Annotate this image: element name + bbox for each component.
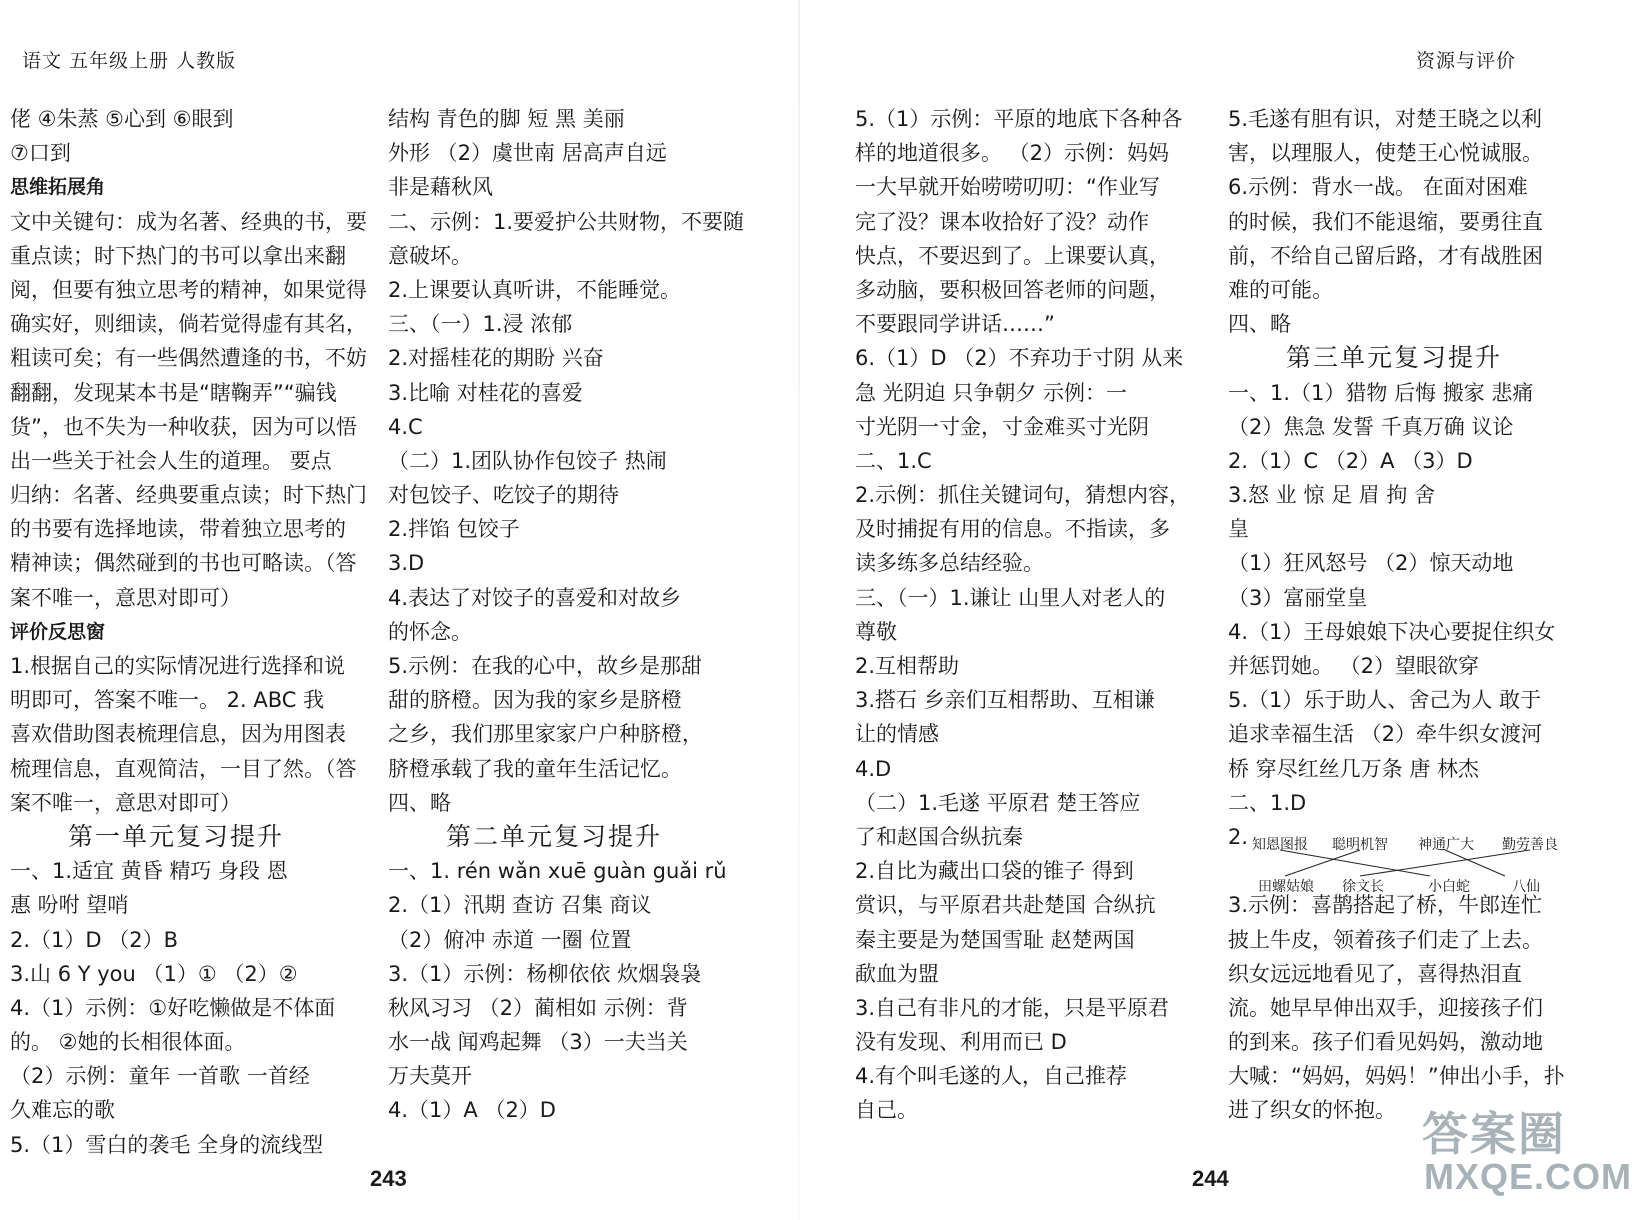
answer-line: 桥 穿尽红丝几万条 唐 林杰 — [1228, 756, 1480, 781]
answer-line: 样的地道很多。 （2）示例：妈妈 — [855, 141, 1170, 166]
answer-line: （1）狂风怒号 （2）惊天动地 — [1228, 551, 1514, 576]
book-header: 语文 五年级上册 人教版 — [22, 50, 237, 72]
answer-line: 的。 ②她的长相很体面。 — [10, 1030, 246, 1055]
answer-line: 5.（1）示例：平原的地底下各种各 — [855, 107, 1183, 131]
answer-line: 2.互相帮助 — [855, 654, 960, 678]
answer-line: 2.（1）汛期 查访 召集 商议 — [388, 893, 652, 918]
answer-line: ⑦口到 — [10, 141, 71, 166]
answer-line: 5.毛遂有胆有识，对楚王晓之以利 — [1228, 107, 1543, 131]
answer-line: 难的可能。 — [1228, 277, 1333, 302]
answer-line: 3.怒 业 惊 足 眉 拘 舍 — [1228, 483, 1436, 508]
answer-line: 并惩罚她。 （2）望眼欲穿 — [1228, 654, 1480, 678]
answer-line: 文中关键句：成为名著、经典的书，要 — [10, 209, 367, 234]
answer-column-3 — [855, 102, 1200, 1128]
book-series-header: 资源与评价 — [1416, 50, 1517, 72]
answer-line: 3.（1）示例：杨柳依依 炊烟袅袅 — [388, 961, 702, 986]
match-top-1: 知恩图报 — [1252, 837, 1308, 853]
answer-line: 的书要有选择地读，带着独立思考的 — [10, 517, 346, 542]
answer-line: 二、1.D — [1228, 790, 1307, 815]
answer-line: 了和赵国合纵抗秦 — [855, 824, 1023, 849]
answer-line: （2）俯冲 赤道 一圈 位置 — [388, 927, 632, 952]
answer-line: 二、1.C — [855, 448, 932, 473]
answer-line: 6.示例：背水一战。 在面对困难 — [1228, 175, 1528, 200]
answer-column-1 — [10, 102, 367, 1162]
answer-line: 2.拌馅 包饺子 — [388, 517, 520, 542]
answer-line: 2.自比为藏出口袋的锥子 得到 — [855, 859, 1134, 884]
answer-line: 2. — [1228, 824, 1249, 849]
answer-line: 秦主要是为楚国雪耻 赵楚两国 — [855, 927, 1135, 952]
answer-line: 归纳：名著、经典要重点读；时下热门 — [10, 483, 367, 508]
answer-line: 水一战 闻鸡起舞 （3）一夫当关 — [388, 1030, 688, 1055]
answer-line: 没有发现、利用而已 D — [855, 1030, 1067, 1055]
answer-line: 阅，但要有独立思考的精神，如果觉得 — [10, 277, 367, 302]
answer-line: （2）焦急 发誓 千真万确 议论 — [1228, 414, 1514, 439]
answer-line: 4.D — [855, 756, 892, 781]
match-bottom-3: 小白蛇 — [1428, 879, 1470, 895]
answer-line: 2.（1）C （2）A （3）D — [1228, 448, 1473, 473]
answer-line: 4.（1）示例：①好吃懒做是不体面 — [10, 995, 336, 1020]
page-number-left: 243 — [370, 1166, 407, 1191]
answer-line: 2.示例：抓住关键词句，猜想内容， — [855, 483, 1191, 508]
answer-line: （二）1.团队协作包饺子 热闹 — [388, 448, 667, 473]
watermark-en: MXQE.COM — [1424, 1156, 1632, 1197]
answer-line: 喜欢借助图表梳理信息，因为用图表 — [10, 722, 346, 747]
answer-line: 2.上课要认真听讲，不能睡觉。 — [388, 277, 682, 302]
answer-line: 二、示例：1.要爱护公共财物，不要随 — [388, 209, 745, 234]
answer-line: 皇 — [1228, 517, 1249, 542]
answer-line: 一、1. rén wǎn xuē guàn guǎi rǔ — [388, 859, 727, 884]
answer-line: 4.有个叫毛遂的人，自己推荐 — [855, 1064, 1128, 1089]
answer-line: 粗读可矣；有一些偶然遭逢的书，不妨 — [10, 346, 367, 371]
subsection-title: 思维拓展角 — [10, 176, 106, 199]
answer-line: 5.（1）乐于助人、舍己为人 敢于 — [1228, 688, 1542, 713]
answer-line: 6.（1）D （2）不弃功于寸阴 从来 — [855, 346, 1184, 371]
answer-line: 3.山 6 Y you （1）① （2）② — [10, 961, 298, 986]
match-top-2: 聪明机智 — [1332, 837, 1388, 853]
match-bottom-4: 八仙 — [1512, 879, 1540, 895]
answer-line: （二）1.毛遂 平原君 楚王答应 — [855, 790, 1141, 815]
answer-line: 4.（1）A （2）D — [388, 1098, 556, 1123]
answer-line: 外形 （2）虞世南 居高声自远 — [388, 141, 667, 166]
answer-line: 3.自己有非凡的才能，只是平原君 — [855, 995, 1170, 1020]
answer-line: 前，不给自己留后路，才有战胜困 — [1228, 243, 1543, 268]
answer-line: 四、略 — [1228, 312, 1291, 337]
answer-line: 多动脑，要积极回答老师的问题， — [855, 277, 1170, 302]
answer-line: 1.根据自己的实际情况进行选择和说 — [10, 654, 346, 678]
section-heading: 第一单元复习提升 — [68, 821, 285, 851]
answer-line: 3.搭石 乡亲们互相帮助、互相谦 — [855, 688, 1155, 713]
answer-line: 读多练多总结经验。 — [855, 551, 1044, 576]
answer-line: 案不唯一，意思对即可） — [10, 790, 241, 815]
answer-line: 进了织女的怀抱。 — [1228, 1098, 1396, 1123]
answer-line: 寸光阴一寸金，寸金难买寸光阴 — [855, 414, 1149, 439]
answer-line: 害，以理服人，使楚王心悦诚服。 — [1228, 141, 1543, 166]
answer-line: 3.D — [388, 551, 425, 576]
matching-diagram — [1250, 834, 1570, 894]
answer-line: （3）富丽堂皇 — [1228, 585, 1368, 610]
subsection-title: 评价反思窗 — [10, 620, 106, 643]
answer-line: 一大早就开始唠唠叨叨：“作业写 — [855, 175, 1160, 200]
answer-line: 及时捕捉有用的信息。不指读，多 — [855, 517, 1170, 542]
match-top-3: 神通广大 — [1418, 837, 1474, 853]
answer-line: 梳理信息，直观简洁，一目了然。（答 — [10, 756, 357, 781]
answer-line: 4.C — [388, 414, 423, 439]
section-heading: 第二单元复习提升 — [446, 821, 663, 851]
answer-line: 三、（一）1.谦让 山里人对老人的 — [855, 585, 1166, 610]
answer-line: 5.示例：在我的心中，故乡是那甜 — [388, 654, 703, 678]
answer-line: 4.表达了对饺子的喜爱和对故乡 — [388, 585, 682, 610]
watermark-logo — [1422, 1098, 1632, 1216]
answer-line: 非是藉秋风 — [388, 175, 493, 200]
answer-line: 完了没？课本收拾好了没？动作 — [855, 209, 1149, 234]
match-bottom-1: 田螺姑娘 — [1258, 879, 1314, 895]
answer-line: 4.（1）王母娘娘下决心要捉住织女 — [1228, 619, 1556, 644]
answer-line: 四、略 — [388, 790, 451, 815]
answer-line: 织女远远地看见了，喜得热泪直 — [1228, 961, 1522, 986]
answer-line: 自己。 — [855, 1098, 918, 1123]
answer-line: 久难忘的歌 — [10, 1098, 115, 1123]
answer-line: 脐橙承载了我的童年生活记忆。 — [388, 756, 682, 781]
answer-line: 赏识，与平原君共赴楚国 合纵抗 — [855, 893, 1156, 918]
answer-line: 之乡，我们那里家家户户种脐橙， — [388, 722, 703, 747]
section-heading: 第三单元复习提升 — [1286, 343, 1503, 373]
answer-line: 的怀念。 — [388, 619, 472, 644]
page-fold — [798, 0, 800, 1220]
answer-line: 歃血为盟 — [855, 961, 939, 986]
answer-line: 披上牛皮，领着孩子们走了上去。 — [1228, 927, 1543, 952]
answer-line: 出一些关于社会人生的道理。 要点 — [10, 448, 332, 473]
answer-line: 确实好，则细读，倘若觉得虚有其名， — [10, 312, 367, 337]
answer-column-2 — [388, 102, 745, 1128]
answer-line: 翻翻，发现某本书是“瞎鞠弄”“骗钱 — [10, 380, 337, 405]
answer-line: 不要跟同学讲话……” — [855, 312, 1055, 337]
page-number-right: 244 — [1192, 1166, 1229, 1191]
answer-line: 急 光阴迫 只争朝夕 示例：一 — [855, 380, 1128, 405]
answer-line: 甜的脐橙。因为我的家乡是脐橙 — [388, 688, 682, 713]
answer-line: 秋风习习 （2）蔺相如 示例：背 — [388, 995, 688, 1020]
answer-line: 大喊：“妈妈，妈妈！”伸出小手，扑 — [1228, 1064, 1565, 1089]
answer-line: 明即可，答案不唯一。 2. ABC 我 — [10, 688, 325, 713]
answer-line: 流。她早早伸出双手，迎接孩子们 — [1228, 995, 1543, 1020]
answer-line: 重点读；时下热门的书可以拿出来翻 — [10, 243, 346, 268]
answer-line: 尊敬 — [855, 619, 897, 644]
answer-line: （2）示例：童年 一首歌 一首经 — [10, 1064, 310, 1089]
answer-column-4 — [1228, 102, 1573, 1128]
answer-line: 佬 ④朱蒸 ⑤心到 ⑥眼到 — [10, 107, 234, 131]
answer-line: 追求幸福生活 （2）牵牛织女渡河 — [1228, 722, 1543, 747]
answer-line: 快点，不要迟到了。上课要认真， — [855, 243, 1170, 268]
answer-line: 2.对摇桂花的期盼 兴奋 — [388, 346, 604, 371]
answer-line: 案不唯一，意思对即可） — [10, 585, 241, 610]
answer-line: 3.示例：喜鹊搭起了桥，牛郎连忙 — [1228, 893, 1543, 918]
answer-line: 意破坏。 — [388, 243, 472, 268]
match-bottom-2: 徐文长 — [1342, 879, 1384, 895]
answer-line: 3.比喻 对桂花的喜爱 — [388, 380, 583, 405]
answer-line: 的时候，我们不能退缩，要勇往直 — [1228, 209, 1543, 234]
watermark-cn: 答案圈 — [1422, 1107, 1566, 1161]
match-top-4: 勤劳善良 — [1502, 837, 1558, 853]
answer-line: 一、1.（1）猎物 后悔 搬家 悲痛 — [1228, 380, 1534, 405]
answer-line: 精神读；偶然碰到的书也可略读。（答 — [10, 551, 357, 576]
answer-line: 对包饺子、吃饺子的期待 — [388, 483, 619, 508]
answer-line: 惠 吩咐 望哨 — [10, 893, 129, 918]
answer-line: 结构 青色的脚 短 黑 美丽 — [388, 107, 625, 131]
answer-line: 的到来。孩子们看见妈妈，激动地 — [1228, 1030, 1543, 1055]
answer-line: 5.（1）雪白的袭毛 全身的流线型 — [10, 1132, 324, 1157]
answer-line: 让的情感 — [855, 722, 939, 747]
answer-line: 三、（一）1.浸 浓郁 — [388, 312, 573, 337]
answer-line: 货”，也不失为一种收获，因为可以悟 — [10, 414, 357, 439]
answer-line: 万夫莫开 — [388, 1064, 472, 1089]
answer-line: 一、1.适宜 黄昏 精巧 身段 恩 — [10, 859, 288, 884]
answer-line: 2.（1）D （2）B — [10, 927, 179, 952]
